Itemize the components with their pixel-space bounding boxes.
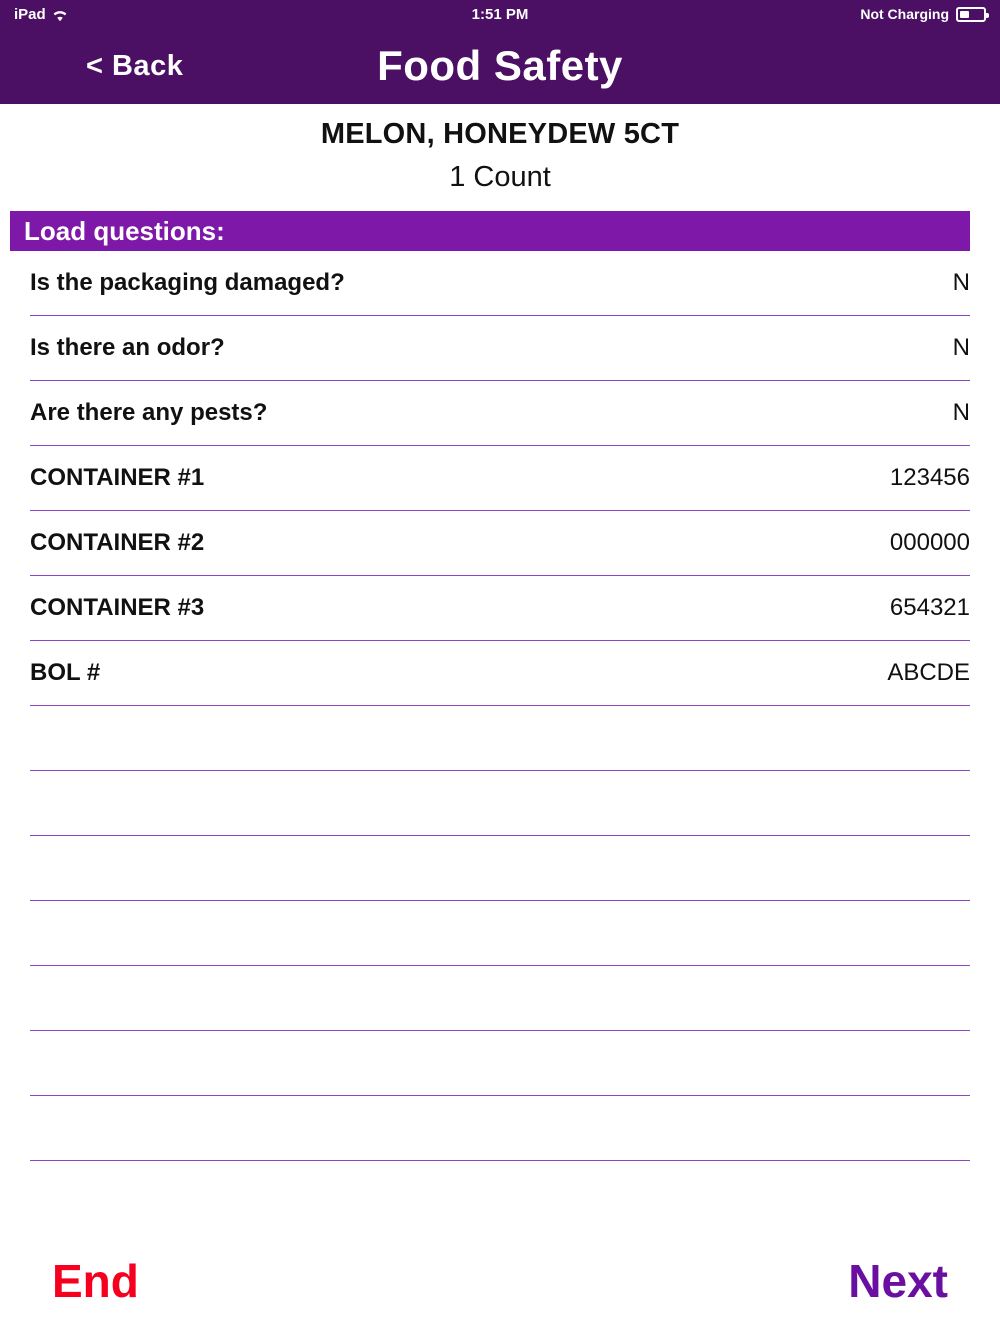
table-row[interactable] bbox=[30, 1031, 970, 1096]
status-bar-left bbox=[14, 6, 68, 23]
table-row[interactable] bbox=[30, 576, 970, 641]
product-header bbox=[0, 104, 1000, 194]
row-value[interactable]: 654321 bbox=[889, 594, 970, 621]
load-questions-header bbox=[10, 211, 970, 251]
table-row[interactable] bbox=[30, 1096, 970, 1161]
device-label: iPad bbox=[14, 5, 46, 23]
product-count: 1 Count bbox=[449, 161, 551, 193]
table-row[interactable] bbox=[30, 316, 970, 381]
row-label: Is there an odor? bbox=[30, 334, 225, 361]
row-value[interactable]: ABCDE bbox=[887, 659, 970, 686]
table-row[interactable] bbox=[30, 381, 970, 446]
row-label: Is the packaging damaged? bbox=[30, 269, 345, 296]
row-label: CONTAINER #1 bbox=[30, 464, 205, 491]
row-value[interactable]: N bbox=[952, 269, 970, 296]
table-row[interactable] bbox=[30, 771, 970, 836]
row-label: CONTAINER #2 bbox=[30, 529, 205, 556]
next-button[interactable]: Next bbox=[848, 1255, 948, 1307]
wifi-icon bbox=[52, 9, 68, 22]
row-label: Are there any pests? bbox=[30, 399, 268, 426]
status-bar bbox=[0, 0, 1000, 28]
battery-icon bbox=[956, 7, 986, 22]
row-label: BOL # bbox=[30, 659, 101, 686]
row-label: CONTAINER #3 bbox=[30, 594, 205, 621]
table-row[interactable] bbox=[30, 836, 970, 901]
table-row[interactable] bbox=[30, 966, 970, 1031]
table-row[interactable] bbox=[30, 901, 970, 966]
row-value[interactable]: 000000 bbox=[889, 529, 970, 556]
row-value[interactable]: 123456 bbox=[889, 464, 970, 491]
table-row[interactable] bbox=[30, 706, 970, 771]
table-row[interactable] bbox=[30, 251, 970, 316]
back-button[interactable]: < Back bbox=[86, 49, 184, 82]
section-header-label: Load questions: bbox=[24, 215, 225, 246]
table-row[interactable] bbox=[30, 641, 970, 706]
row-value[interactable]: N bbox=[952, 399, 970, 426]
status-bar-right bbox=[860, 6, 986, 22]
status-bar-time: 1:51 PM bbox=[471, 5, 529, 23]
nav-bar bbox=[0, 28, 1000, 104]
table-row[interactable] bbox=[30, 446, 970, 511]
battery-status-label: Not Charging bbox=[860, 6, 949, 22]
end-button[interactable]: End bbox=[52, 1255, 139, 1307]
table-row[interactable] bbox=[30, 511, 970, 576]
product-name: MELON, HONEYDEW 5CT bbox=[320, 118, 680, 150]
question-list bbox=[30, 251, 970, 1161]
page-title: Food Safety bbox=[377, 42, 623, 89]
footer-bar bbox=[0, 1254, 1000, 1308]
row-value[interactable]: N bbox=[952, 334, 970, 361]
